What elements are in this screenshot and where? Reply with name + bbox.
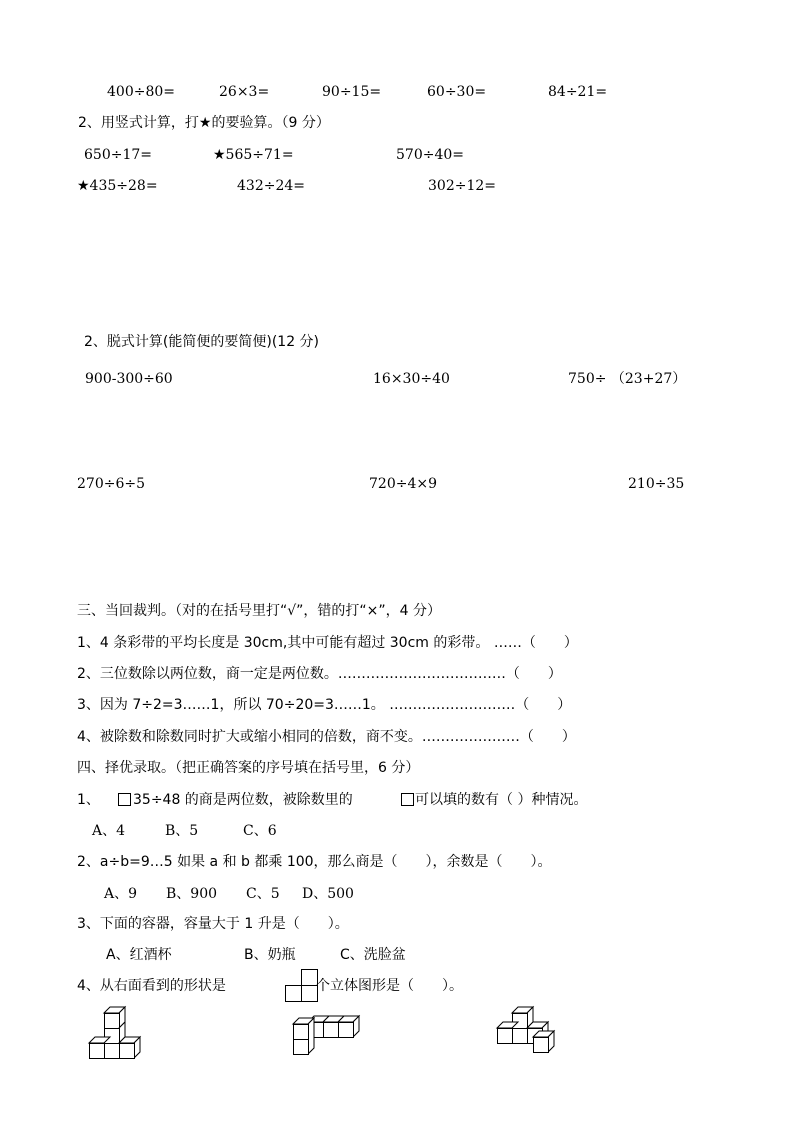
judge-item-1: 1、4 条彩带的平均长度是 30cm,其中可能有超过 30cm 的彩带。 ……（ ） — [77, 635, 578, 651]
judge-item-4: 4、被除数和除数同时扩大或缩小相同的倍数，商不变。…………………（ ） — [77, 729, 576, 745]
choice-q3-option-a: A、红酒杯 — [106, 947, 172, 963]
choice-q2-option-c: C、5 — [246, 886, 280, 902]
expr-570-div-40: 570÷40= — [396, 147, 464, 163]
cube-stack-figure-b — [291, 1013, 361, 1058]
expr-270-div-6-div-5: 270÷6÷5 — [77, 476, 145, 492]
choice-q1-text-a: 35÷48 的商是两位数，被除数里的 — [133, 792, 353, 808]
choice-q2-text: 2、a÷b=9…5 如果 a 和 b 都乘 100，那么商是（ ），余数是（ ）。 — [77, 854, 552, 870]
expr-302-div-12: 302÷12= — [428, 178, 496, 194]
judge-item-2: 2、三位数除以两位数，商一定是两位数。………………………………（ ） — [77, 666, 562, 682]
section-title-judge: 三、当回裁判。（对的在括号里打“√”，错的打“×”，4 分） — [77, 603, 442, 619]
expr-26-times-3: 26×3= — [219, 84, 270, 100]
expr-900-minus-300-div-60: 900-300÷60 — [85, 371, 173, 387]
choice-q1-option-b: B、5 — [165, 823, 199, 839]
expr-750-div-sum: 750÷ （23+27） — [568, 371, 687, 387]
choice-q3-option-b: B、奶瓶 — [244, 947, 296, 963]
choice-q4-text-a: 4、从右面看到的形状是 — [77, 978, 226, 994]
expr-84-div-21: 84÷21= — [548, 84, 608, 100]
choice-q2-option-b: B、900 — [166, 886, 218, 902]
expr-star-435-div-28: ★435÷28= — [77, 178, 158, 194]
expr-400-div-80: 400÷80= — [107, 84, 175, 100]
cube-stack-figure-a — [85, 1005, 155, 1065]
section-title-choice: 四、择优录取。（把正确答案的序号填在括号里，6 分） — [77, 760, 420, 776]
choice-q1-text-b: 可以填的数有（ ）种情况。 — [415, 792, 588, 808]
judge-item-3: 3、因为 7÷2=3……1，所以 70÷20=3……1。 ………………………（ ） — [77, 697, 572, 713]
expr-432-div-24: 432÷24= — [237, 178, 305, 194]
choice-q3-option-c: C、洗脸盆 — [340, 947, 406, 963]
choice-q1-option-a: A、4 — [92, 823, 126, 839]
section-title-vertical-calc: 2、用竖式计算，打★的要验算。（9 分） — [78, 115, 330, 131]
cube-stack-figure-c — [495, 1003, 565, 1053]
choice-q4-text-b: 个立体图形是（ ）。 — [316, 978, 463, 994]
choice-q3-text: 3、下面的容器，容量大于 1 升是（ ）。 — [77, 916, 349, 932]
expr-star-565-div-71: ★565÷71= — [213, 147, 294, 163]
choice-q1-number: 1、 — [77, 792, 100, 808]
choice-q1-option-c: C、6 — [243, 823, 277, 839]
expr-60-div-30: 60÷30= — [427, 84, 487, 100]
expr-90-div-15: 90÷15= — [322, 84, 382, 100]
expr-16-times-30-div-40: 16×30÷40 — [373, 371, 450, 387]
choice-q2-option-d: D、500 — [302, 886, 354, 902]
expr-650-div-17: 650÷17= — [84, 147, 152, 163]
expr-210-div-35: 210÷35 — [628, 476, 685, 492]
section-title-stepwise-calc: 2、脱式计算(能简便的要简便)(12 分) — [84, 334, 320, 350]
expr-720-div-4-times-9: 720÷4×9 — [369, 476, 437, 492]
blank-box-icon — [118, 793, 132, 807]
choice-q2-option-a: A、9 — [104, 886, 138, 902]
blank-box-icon — [401, 793, 415, 807]
